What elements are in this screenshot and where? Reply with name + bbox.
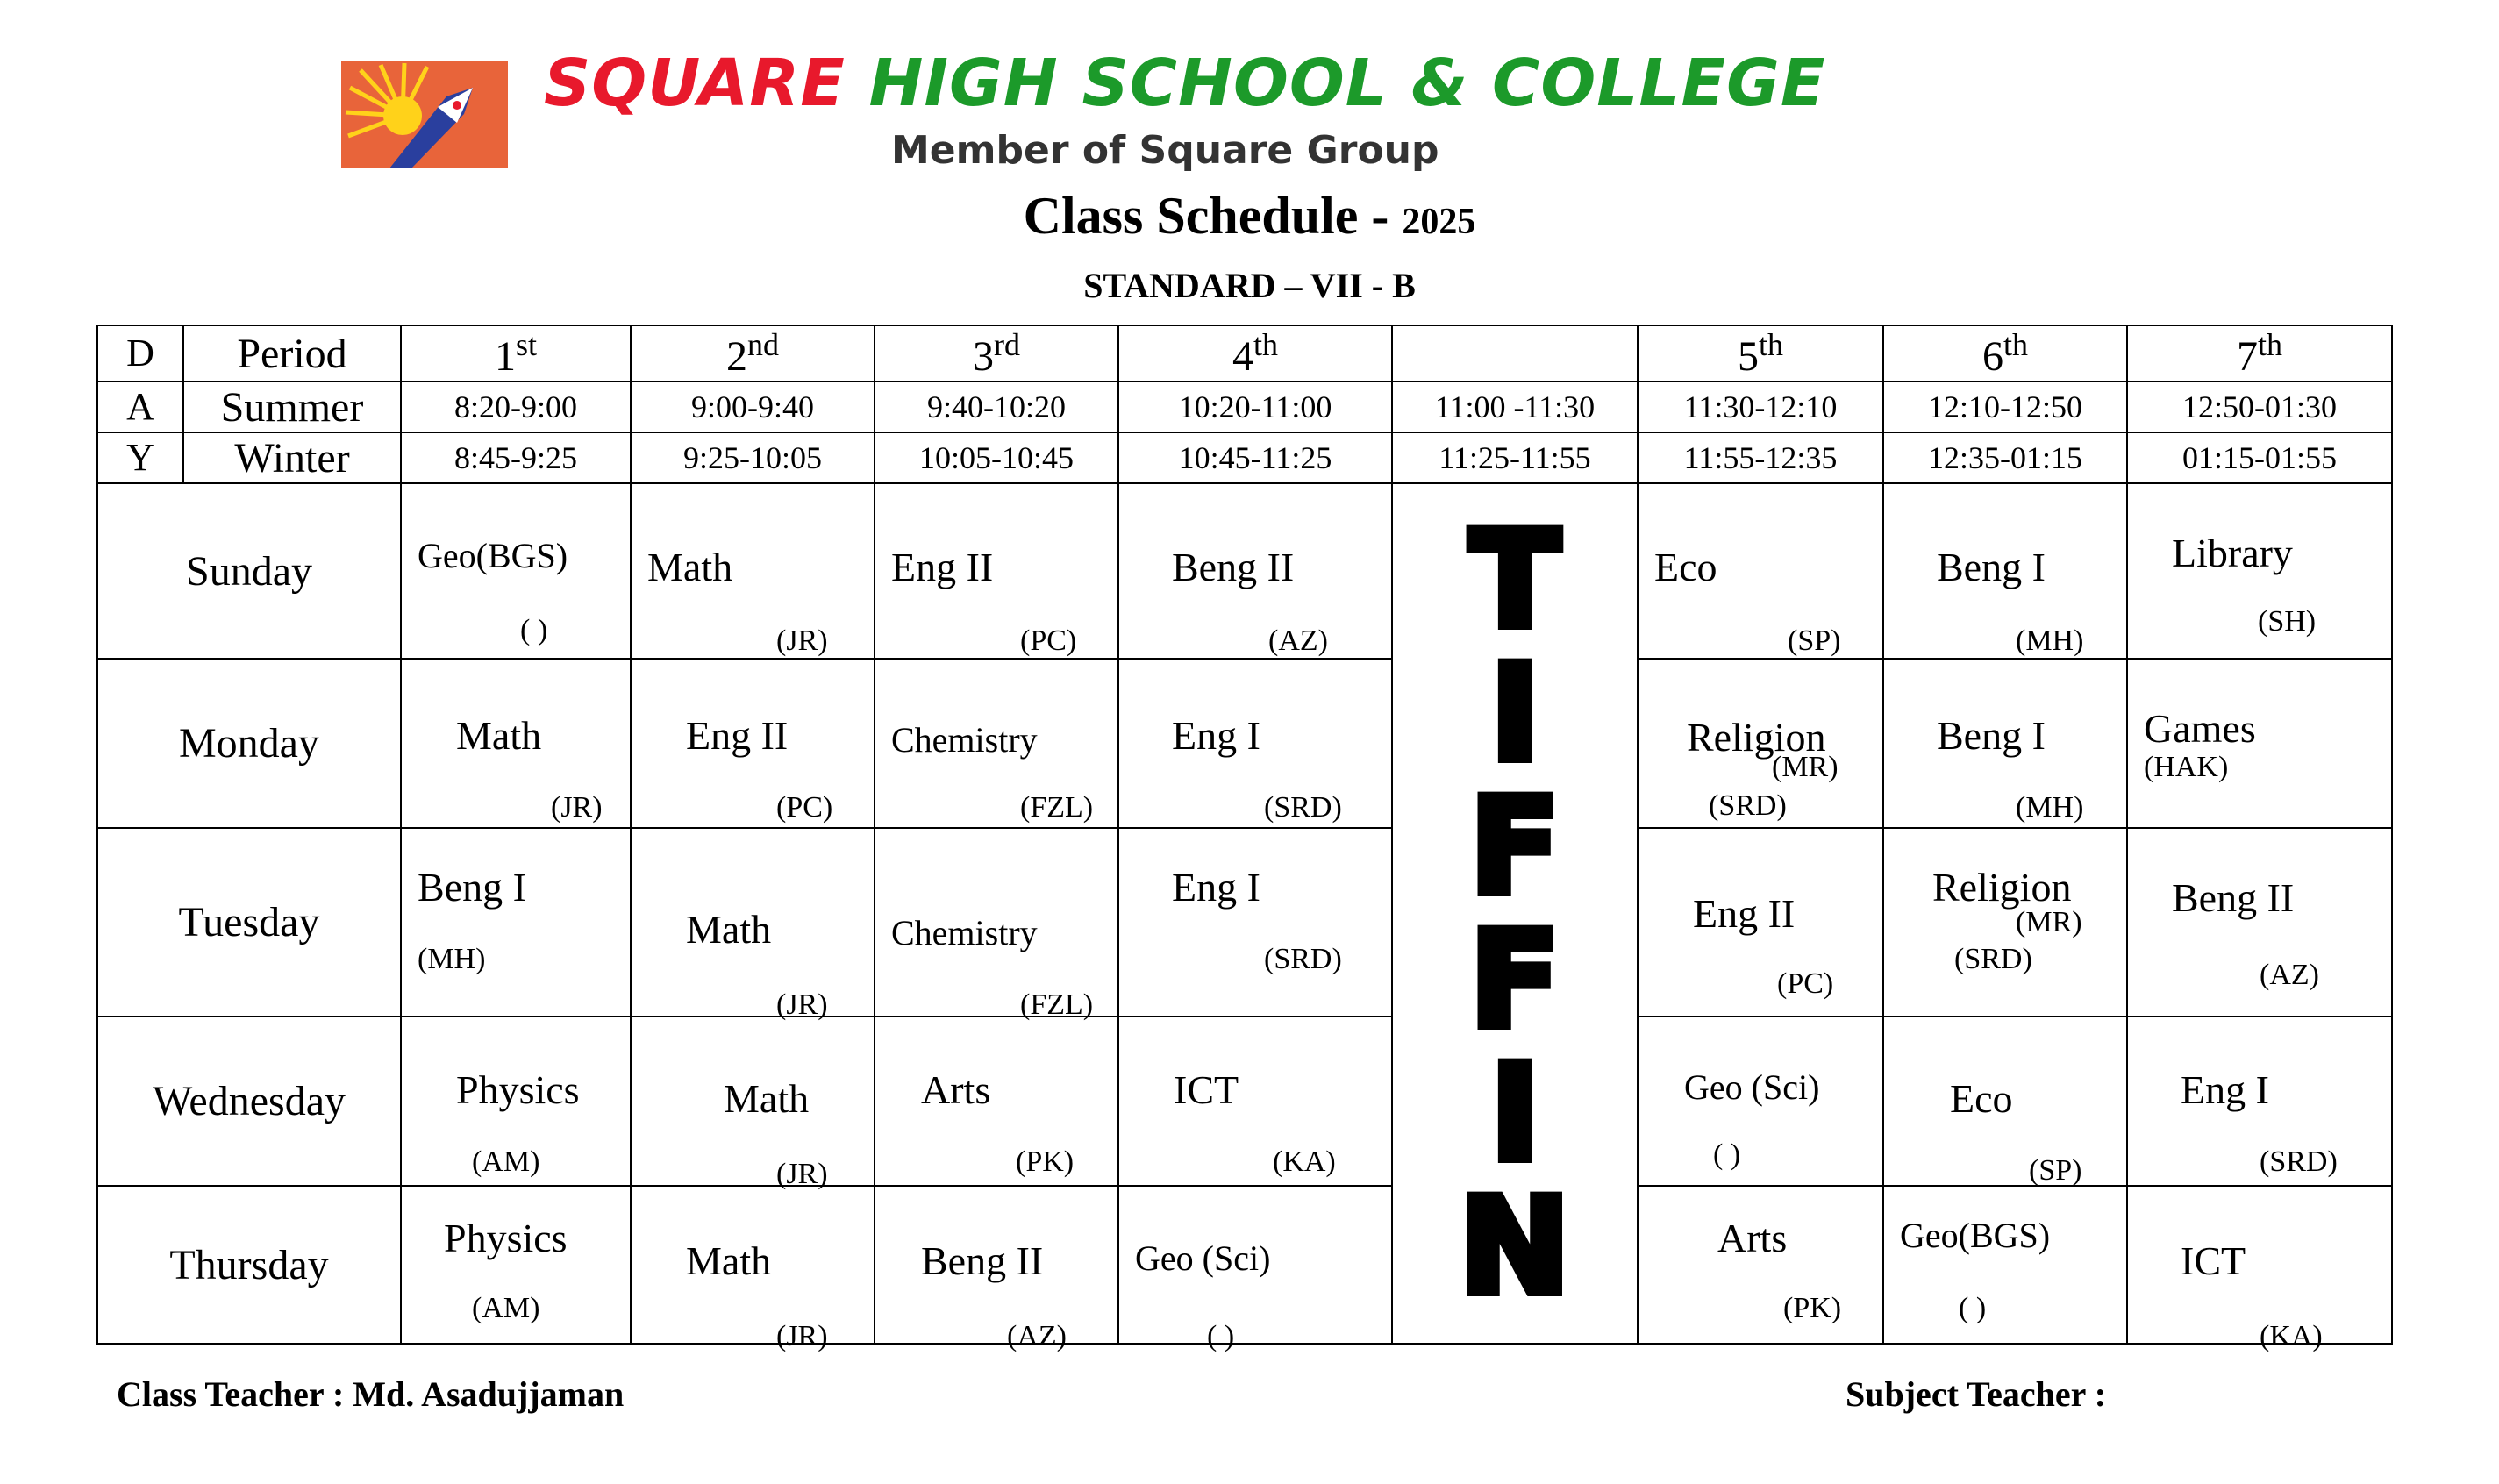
- header-row: [97, 382, 2392, 432]
- day-name: Tuesday: [178, 899, 320, 945]
- winter-time-cell: [1392, 432, 1638, 483]
- schedule-cell: [2127, 1186, 2392, 1352]
- winter-time-cell: [1883, 432, 2127, 483]
- subject-name: Eng II: [686, 713, 789, 758]
- subject-name: Math: [686, 1238, 772, 1283]
- period-number: 6: [1981, 333, 2003, 380]
- schedule-cell-content: [875, 1017, 1117, 1185]
- day-letter: Y: [126, 436, 154, 479]
- schedule-cell: [1883, 659, 2127, 828]
- header-label-cell: [183, 325, 401, 382]
- schedule-cell: [1118, 828, 1392, 1017]
- day-name-cell: [97, 659, 401, 828]
- header-label: Period: [237, 330, 347, 377]
- subject-name: Chemistry: [891, 913, 1038, 952]
- winter-time: 12:35-01:15: [1928, 440, 2082, 475]
- period-suffix: th: [2257, 327, 2282, 362]
- day-letter: A: [126, 385, 154, 428]
- teacher-code: (SRD): [1264, 943, 1342, 975]
- header-label-cell: [183, 382, 401, 432]
- summer-time-cell: [1883, 382, 2127, 432]
- schedule-cell: [631, 1186, 875, 1352]
- schedule-cell: [875, 1017, 1118, 1186]
- teacher-code: (MH): [2016, 791, 2084, 824]
- subject-name: Eco: [1654, 545, 1717, 589]
- header-label: Winter: [234, 434, 350, 482]
- period-suffix: nd: [747, 327, 779, 362]
- period-number-cell: [1118, 325, 1392, 382]
- schedule-cell: [1118, 659, 1392, 828]
- teacher-code: (SRD): [1264, 791, 1342, 824]
- header-label-cell: [183, 432, 401, 483]
- teacher-code: (JR): [776, 1158, 828, 1190]
- period-number: 3: [973, 333, 994, 380]
- subject-name: Eng I: [1172, 865, 1260, 910]
- period-number: 7: [2236, 333, 2258, 380]
- summer-time-cell: [401, 382, 631, 432]
- period-number: 4: [1232, 333, 1253, 380]
- schedule-cell: [1118, 1186, 1392, 1352]
- subject-name: Geo (Sci): [1684, 1067, 1820, 1107]
- schedule-cell-content: [875, 1187, 1117, 1352]
- schedule-cell-content: [875, 660, 1117, 827]
- schedule-cell: [401, 483, 631, 659]
- schedule-cell-content: [632, 1017, 874, 1190]
- period-suffix: th: [2003, 327, 2028, 362]
- school-logo: [341, 61, 508, 168]
- standard-label: STANDARD – VII - B: [1083, 266, 1416, 305]
- winter-time-cell: [2127, 432, 2392, 483]
- subject-name: Beng II: [2172, 875, 2295, 920]
- schedule-cell-content: [1119, 1187, 1391, 1352]
- teacher-code: (JR): [551, 791, 603, 824]
- period-suffix: th: [1253, 327, 1278, 362]
- subject-name: Beng II: [1172, 545, 1295, 589]
- subject-name: Beng I: [1937, 713, 2046, 758]
- period-number-cell: [631, 325, 875, 382]
- summer-time: 12:50-01:30: [2182, 389, 2337, 425]
- member-line: Member of Square Group: [891, 128, 1439, 173]
- schedule-cell: [1638, 659, 1883, 828]
- subject-name: Arts: [921, 1067, 991, 1112]
- school-name: [544, 46, 1825, 121]
- schedule-cell: [631, 483, 875, 659]
- subject-name: Games: [2144, 706, 2256, 751]
- tiffin-label: [1393, 484, 1637, 1343]
- schedule-cell-content: [875, 829, 1117, 1021]
- period-suffix: th: [1758, 327, 1783, 362]
- subject-name: Library: [2172, 531, 2293, 575]
- summer-time: 9:40-10:20: [927, 389, 1066, 425]
- schedule-cell-content: [1639, 1187, 1882, 1343]
- teacher-code: (SRD): [2260, 1145, 2338, 1178]
- day-name: Monday: [179, 720, 319, 767]
- schedule-cell-content: [402, 660, 630, 827]
- teacher-code: (HAK): [2144, 751, 2229, 783]
- teacher-code: ( ): [520, 614, 548, 646]
- schedule-cell-content: [2128, 1187, 2391, 1352]
- schedule-cell: [401, 828, 631, 1017]
- schedule-cell: [2127, 828, 2392, 1017]
- teacher-code: (AM): [472, 1145, 540, 1178]
- period-suffix: st: [515, 327, 537, 362]
- schedule-year: 2025: [1402, 202, 1476, 242]
- day-name: Wednesday: [152, 1078, 346, 1124]
- schedule-cell-content: [1119, 1017, 1391, 1185]
- subject-name: Eng II: [891, 545, 994, 589]
- schedule-cell-content: [632, 1187, 874, 1352]
- period-number: 2: [726, 333, 747, 380]
- summer-time: 11:00 -11:30: [1434, 389, 1596, 425]
- schedule-title-text: Class Schedule -: [1023, 187, 1389, 245]
- schedule-cell-content: [402, 829, 630, 1016]
- schedule-cell-content: [1119, 829, 1391, 1016]
- class-teacher: Class Teacher : Md. Asadujjaman: [117, 1374, 625, 1414]
- winter-time-cell: [875, 432, 1118, 483]
- teacher-code: (SH): [2258, 605, 2317, 638]
- schedule-cell: [631, 1017, 875, 1190]
- period-number: 5: [1737, 333, 1759, 380]
- schedule-cell-content: [1884, 829, 2126, 1016]
- subject-name: Eng I: [2181, 1067, 2269, 1112]
- day-name: Sunday: [186, 547, 312, 595]
- teacher-code: (AZ): [2260, 959, 2319, 991]
- schedule-cell-content: [1639, 660, 1882, 827]
- summer-time: 9:00-9:40: [691, 389, 814, 425]
- schedule-cell-content: [2128, 829, 2391, 1016]
- day-letter-cell: [97, 432, 183, 483]
- period-number-cell: [1638, 325, 1883, 382]
- subject-name: Beng II: [921, 1238, 1044, 1283]
- day-row: [97, 1017, 2392, 1186]
- schedule-cell: [1883, 1017, 2127, 1186]
- summer-time-cell: [1392, 382, 1638, 432]
- schedule-cell-content: [402, 484, 630, 658]
- summer-time-cell: [1638, 382, 1883, 432]
- day-row: [97, 1186, 2392, 1344]
- teacher-code: ( ): [1959, 1292, 1987, 1324]
- summer-time: 11:30-12:10: [1683, 389, 1838, 425]
- schedule-cell-content: [1639, 829, 1882, 1016]
- day-name-cell: [97, 1186, 401, 1344]
- schedule-cell-content: [632, 829, 874, 1021]
- schedule-cell-content: [1884, 1017, 2126, 1185]
- teacher-code: (KA): [2260, 1320, 2323, 1352]
- header-row: [97, 325, 2392, 382]
- summer-time-cell: [2127, 382, 2392, 432]
- teacher-code: (JR): [776, 988, 828, 1021]
- teacher-code: (AZ): [1268, 624, 1328, 657]
- subject-name: Math: [724, 1076, 810, 1121]
- teacher-code: (PK): [1783, 1292, 1842, 1324]
- subject-name: Math: [647, 545, 733, 589]
- schedule-title: [0, 186, 2499, 246]
- subject-name: Physics: [456, 1067, 580, 1112]
- teacher-code: (PC): [1777, 967, 1834, 1000]
- summer-time-cell: [1118, 382, 1392, 432]
- period-number-cell: [875, 325, 1118, 382]
- teacher-code: (PC): [776, 791, 833, 824]
- winter-time: 01:15-01:55: [2182, 440, 2337, 475]
- day-letter-cell: [97, 325, 183, 382]
- subject-name: Geo(BGS): [1900, 1216, 2051, 1255]
- day-name-cell: [97, 828, 401, 1017]
- schedule-cell: [401, 1186, 631, 1344]
- sunrise-pen-icon: [341, 61, 508, 168]
- subject-name: Geo(BGS): [418, 536, 568, 575]
- schedule-cell: [1883, 828, 2127, 1017]
- tiffin-letter: F: [1469, 770, 1560, 924]
- schedule-cell-content: [1884, 484, 2126, 658]
- period-number-cell: [1392, 325, 1638, 382]
- teacher-code: (AM): [472, 1292, 540, 1324]
- schedule-cell-content: [1639, 484, 1882, 658]
- summer-time-cell: [875, 382, 1118, 432]
- schedule-cell-content: [1884, 660, 2126, 827]
- teacher-code: (AZ): [1007, 1320, 1067, 1352]
- schedule-cell-content: [632, 484, 874, 658]
- schedule-cell: [875, 483, 1118, 659]
- schedule-cell: [1638, 1186, 1883, 1344]
- teacher-code: ( ): [1207, 1320, 1235, 1352]
- schedule-cell-content: [1639, 1017, 1882, 1185]
- day-row: [97, 659, 2392, 828]
- schedule-cell-content: [632, 660, 874, 827]
- schedule-cell: [1883, 483, 2127, 659]
- subject-name: Math: [686, 907, 772, 952]
- tiffin-letter: T: [1469, 503, 1560, 657]
- subject-name: Religion: [1687, 715, 1826, 760]
- period-number-cell: [2127, 325, 2392, 382]
- teacher-code: (PC): [1020, 624, 1077, 657]
- summer-time: 12:10-12:50: [1928, 389, 2082, 425]
- winter-time-cell: [1118, 432, 1392, 483]
- schedule-cell: [401, 1017, 631, 1186]
- teacher-code: (JR): [776, 1320, 828, 1352]
- tiffin-letter: I: [1490, 637, 1539, 790]
- schedule-cell-content: [1119, 660, 1391, 827]
- schedule-cell-content: [2128, 660, 2391, 827]
- schedule-cell-content: [1119, 484, 1391, 658]
- teacher-code: (SP): [1788, 624, 1841, 657]
- tiffin-cell: [1392, 483, 1638, 1344]
- teacher-code: (MH): [418, 943, 486, 975]
- schedule-cell-content: [402, 1187, 630, 1343]
- winter-time: 8:45-9:25: [454, 440, 577, 475]
- subject-name: Beng I: [1937, 545, 2046, 589]
- subject-name: Geo (Sci): [1135, 1238, 1271, 1278]
- teacher-code-secondary: (SRD): [1709, 789, 1787, 822]
- subject-name: Beng I: [418, 865, 526, 910]
- teacher-code: (MR): [1772, 751, 1839, 783]
- day-name-cell: [97, 1017, 401, 1186]
- subject-name: Eco: [1950, 1076, 2013, 1121]
- teacher-code: (JR): [776, 624, 828, 657]
- teacher-code: (FZL): [1020, 988, 1094, 1021]
- subject-name: Eng I: [1172, 713, 1260, 758]
- schedule-cell: [2127, 483, 2392, 659]
- teacher-code: (PK): [1016, 1145, 1075, 1178]
- winter-time-cell: [401, 432, 631, 483]
- winter-time-cell: [631, 432, 875, 483]
- schedule-cell: [1638, 828, 1883, 1017]
- subject-name: ICT: [2181, 1238, 2246, 1283]
- subject-name: Religion: [1932, 865, 2072, 910]
- schedule-cell: [631, 659, 875, 828]
- day-letter: D: [126, 332, 154, 375]
- subject-name: ICT: [1174, 1067, 1239, 1112]
- schedule-cell: [401, 659, 631, 828]
- schedule-cell: [631, 828, 875, 1021]
- tiffin-letter: I: [1490, 1037, 1539, 1190]
- day-name: Thursday: [169, 1241, 329, 1288]
- schedule-cell-content: [402, 1017, 630, 1185]
- teacher-code-secondary: (SRD): [1954, 943, 2032, 975]
- period-number-cell: [1883, 325, 2127, 382]
- day-name-cell: [97, 483, 401, 659]
- teacher-code: (SP): [2029, 1154, 2082, 1187]
- schedule-cell: [1118, 1017, 1392, 1186]
- school-name-part2: HIGH SCHOOL & COLLEGE: [868, 46, 1826, 121]
- subject-name: Arts: [1717, 1216, 1788, 1260]
- summer-time-cell: [631, 382, 875, 432]
- teacher-code: (MH): [2016, 624, 2084, 657]
- schedule-cell: [2127, 659, 2392, 828]
- header-row: [97, 432, 2392, 483]
- subject-name: Physics: [444, 1216, 568, 1260]
- teacher-code: ( ): [1713, 1138, 1741, 1171]
- schedule-cell: [1638, 483, 1883, 659]
- period-suffix: rd: [994, 327, 1020, 362]
- schedule-cell: [875, 828, 1118, 1021]
- summer-time: 8:20-9:00: [454, 389, 577, 425]
- subject-teacher: Subject Teacher :: [1846, 1374, 2107, 1414]
- schedule-cell: [1118, 483, 1392, 659]
- subject-name: Chemistry: [891, 720, 1038, 760]
- tiffin-letter: N: [1460, 1170, 1570, 1323]
- header-label: Summer: [220, 383, 364, 431]
- day-row: [97, 828, 2392, 1017]
- day-row: [97, 483, 2392, 659]
- schedule-cell: [875, 659, 1118, 828]
- winter-time: 10:45-11:25: [1178, 440, 1332, 475]
- winter-time: 11:55-12:35: [1683, 440, 1838, 475]
- schedule-cell: [1638, 1017, 1883, 1186]
- summer-time: 10:20-11:00: [1178, 389, 1332, 425]
- subject-name: Math: [456, 713, 542, 758]
- schedule-cell-content: [2128, 484, 2391, 658]
- schedule-cell: [2127, 1017, 2392, 1186]
- winter-time: 10:05-10:45: [919, 440, 1074, 475]
- schedule-cell: [875, 1186, 1118, 1352]
- winter-time: 9:25-10:05: [683, 440, 822, 475]
- schedule-cell-content: [1884, 1187, 2126, 1343]
- teacher-code: (MR): [2016, 906, 2082, 938]
- period-number: 1: [494, 333, 516, 380]
- school-name-part1: SQUARE: [544, 46, 846, 121]
- subject-name: Eng II: [1693, 891, 1796, 936]
- winter-time: 11:25-11:55: [1439, 440, 1591, 475]
- day-letter-cell: [97, 382, 183, 432]
- teacher-code: (FZL): [1020, 791, 1094, 824]
- teacher-code: (KA): [1273, 1145, 1336, 1178]
- schedule-table: [96, 325, 2393, 1352]
- schedule-cell-content: [875, 484, 1117, 658]
- winter-time-cell: [1638, 432, 1883, 483]
- schedule-cell-content: [2128, 1017, 2391, 1185]
- period-number-cell: [401, 325, 631, 382]
- schedule-cell: [1883, 1186, 2127, 1344]
- tiffin-letter: F: [1469, 903, 1560, 1057]
